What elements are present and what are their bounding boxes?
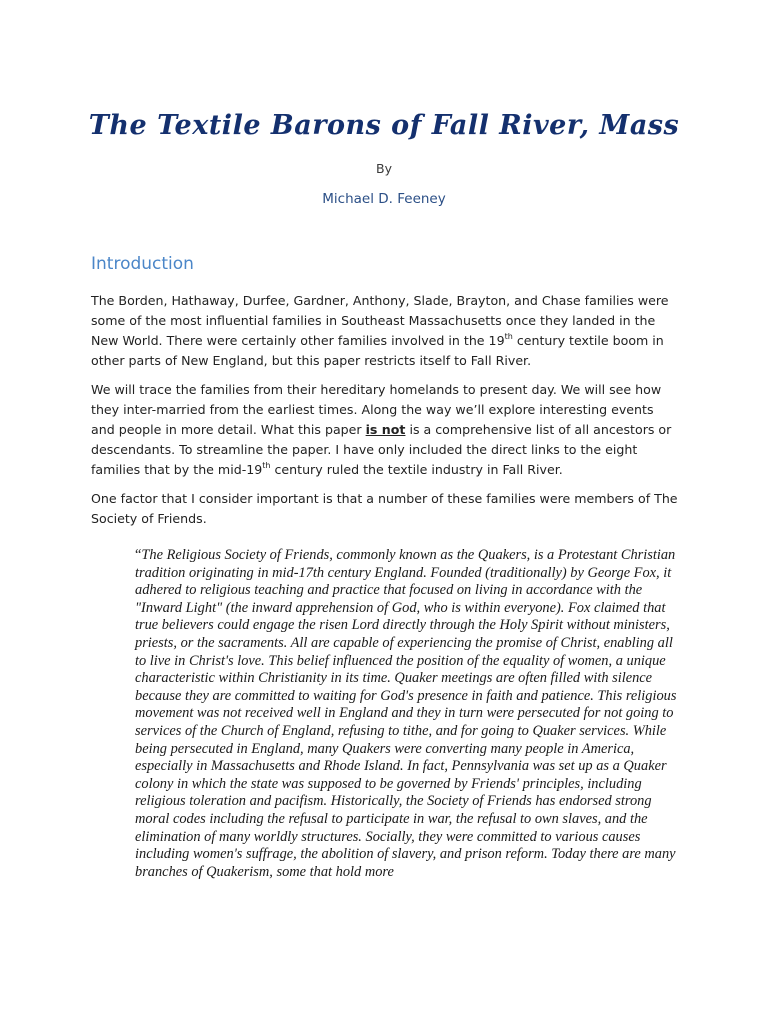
paragraph-1-text-a: The Borden, Hathaway, Durfee, Gardner, Anthony, Slade, Brayton, and Chase families were some of the most influential families in Southeast Massachusetts once they landed in the New World. There were certainly other families involved in the 19 [91, 293, 669, 348]
document-title: The Textile Barons of Fall River, Mass [88, 110, 680, 142]
paragraph-3: One factor that I consider important is that a number of these families were members of The Society of Friends. [91, 491, 678, 526]
paragraph-2-text-b: is a comprehensive list of all ancestors or descendants. To streamline the paper. I have only included the direct links to the eight families that by the mid-19 [91, 422, 672, 477]
paragraph-1-text-b: century textile boom in other parts of New England, but this paper restricts itself to Fall River. [91, 333, 664, 368]
paragraph-2-text-c: century ruled the textile industry in Fall River. [270, 462, 563, 477]
paragraph-1 [91, 291, 681, 371]
quaker-quote [135, 547, 680, 881]
author-name: Michael D. Feeney [322, 191, 446, 207]
section-heading-introduction: Introduction [91, 254, 194, 275]
paragraph-1-superscript: th [504, 332, 513, 341]
paragraph-2-superscript: th [262, 461, 271, 470]
paragraph-2 [91, 380, 681, 480]
paragraph-2-emphasis: is not [365, 422, 406, 437]
byline: By [376, 161, 392, 176]
quote-text: The Religious Society of Friends, commonly known as the Quakers, is a Protestant Christian tradition originating in mid-17th century England. Founded (traditionally) by George Fox, it adhered to religious teaching and practice that focused on living in accordance with the "Inward Light" (the inward apprehension of God, who is within everyone). Fox claimed that true believers could engage the risen Lord directly through the Holy Spirit without ministers, priests, or the sacraments. All are capable of experiencing the promise of Christ, enabling all to live in Christ's love. This belief influenced the position of the equality of women, a unique characteristic within Christianity in its time. Quaker meetings are often filled with silence because they are committed to waiting for God's presence in faith and patience. This religious movement was not received well in England and they in turn were persecuted for not going to services of the Church of England, refusing to tithe, and for going to Quaker services. While being persecuted in England, many Quakers were converting many people in America, especially in Massachusetts and Rhode Island. In fact, Pennsylvania was set up as a Quaker colony in which the state was supposed to be governed by Friends' principles, including religious toleration and pacifism. Historically, the Society of Friends has endorsed strong moral codes including the refusal to participate in war, the refusal to own slaves, and the elimination of many worldly structures. Socially, they were committed to various causes including women's suffrage, the abolition of slavery, and prison reform. Today there are many branches of Quakerism, some that hold more [135, 547, 677, 880]
quote-open-mark: “ [135, 547, 142, 563]
paragraph-2-text-a: We will trace the families from their hereditary homelands to present day. We will see how they inter-married from the earliest times. Along the way we’ll explore interesting events and people in more detail. What this paper [91, 382, 662, 437]
